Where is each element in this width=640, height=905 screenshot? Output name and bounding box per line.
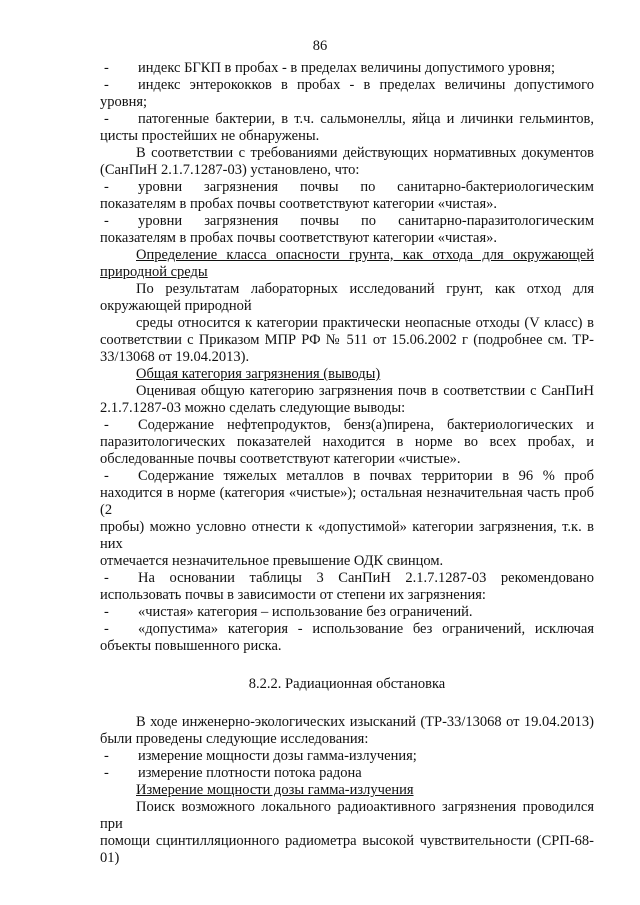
paragraph-line: По результатам лабораторных исследований грунт, как отход для [136,281,594,297]
bullet-marker: - [104,748,109,764]
section-heading-line [100,247,594,264]
bullet-marker: - [104,60,109,76]
paragraph-line: помощи сцинтилляционного радиометра высокой чувствительности (СРП-68-01) [100,833,594,866]
paragraph-line: 2.1.7.1287-03 можно сделать следующие выводы: [100,400,406,416]
text-line: отмечается незначительное превышение ОДК свинцом. [100,553,444,569]
list-item [100,111,594,128]
list-item-text: Содержание нефтепродуктов, бенз(а)пирена, бактериологических и [138,417,594,433]
list-item [100,417,594,434]
bullet-marker: - [104,604,109,620]
section-title: 8.2.2. Радиационная обстановка [248,676,446,692]
paragraph-line: 33/13068 от 19.04.2013). [100,349,250,365]
list-item-text: индекс энтерококков в пробах - в пределах величины допустимого [138,77,594,93]
bullet-marker: - [104,468,109,484]
document-body [100,60,594,867]
list-item-text: измерение мощности дозы гамма-излучения; [138,748,417,764]
bullet-marker: - [104,570,109,586]
bullet-marker: - [104,417,109,433]
underlined-heading: Определение класса опасности грунта, как отхода для окружающей [136,247,594,263]
paragraph-line: В ходе инженерно-экологических изысканий (ТР-33/13068 от 19.04.2013) [136,714,594,730]
paragraph-line: окружающей природной [100,298,252,314]
section-heading-line [100,782,594,799]
underlined-heading: природной среды [100,264,208,280]
list-item [100,468,594,485]
bullet-marker: - [104,213,109,229]
list-item [100,570,594,587]
list-item-text: индекс БГКП в пробах - в пределах величины допустимого уровня; [138,60,555,76]
paragraph-line: Оценивая общую категорию загрязнения почв в соответствии с СанПиН [136,383,594,399]
paragraph-line: (СанПиН 2.1.7.1287-03) установлено, что: [100,162,360,178]
bullet-marker: - [104,179,109,195]
list-item-text: «чистая» категория – использование без ограничений. [138,604,473,620]
text-line: паразитологических показателей находится в норме во всех пробах, и [100,434,594,450]
bullet-marker: - [104,77,109,93]
list-item-text: Содержание тяжелых металлов в почвах территории в 96 % проб [138,468,594,484]
list-item-text: На основании таблицы 3 СанПиН 2.1.7.1287-03 рекомендовано [138,570,594,586]
section-heading-line [100,366,594,383]
text-line: пробы) можно условно отнести к «допустимой» категории загрязнения, т.к. в них [100,519,594,552]
list-item-text: измерение плотности потока радона [138,765,362,781]
list-item-text: уровни загрязнения почвы по санитарно-паразитологическим [138,213,594,229]
list-item [100,179,594,196]
list-item [100,604,594,621]
paragraph-line: В соответствии с требованиями действующих нормативных документов [136,145,594,161]
text-line: находится в норме (категория «чистые»); остальная незначительная часть проб (2 [100,485,594,518]
underlined-heading: Измерение мощности дозы гамма-излучения [136,782,414,798]
text-line: уровня; [100,94,148,110]
text-line: обследованные почвы соответствуют категории «чистые». [100,451,461,467]
list-item [100,213,594,230]
list-item [100,621,594,638]
list-item-text: патогенные бактерии, в т.ч. сальмонеллы, яйца и личинки гельминтов, [138,111,594,127]
page-number: 86 [312,38,328,54]
paragraph-line: соответствии с Приказом МПР РФ № 511 от 15.06.2002 г (подробнее см. ТР- [100,332,594,348]
text-line: объекты повышенного риска. [100,638,282,654]
paragraph-line: среды относится к категории практически неопасные отходы (V класс) в [136,315,594,331]
paragraph-line: были проведены следующие исследования: [100,731,369,747]
list-item [100,748,594,765]
text-line: использовать почвы в зависимости от степени их загрязнения: [100,587,486,603]
bullet-marker: - [104,111,109,127]
list-item [100,60,594,77]
text-line: цисты простейших не обнаружены. [100,128,320,144]
paragraph-line: Поиск возможного локального радиоактивного загрязнения проводился при [100,799,594,832]
list-item [100,765,594,782]
text-line: показателям в пробах почвы соответствуют категории «чистая». [100,230,497,246]
underlined-heading: Общая категория загрязнения (выводы) [136,366,381,382]
list-item-text: «допустима» категория - использование без ограничений, исключая [138,621,594,637]
text-line: показателям в пробах почвы соответствуют категории «чистая». [100,196,497,212]
list-item [100,77,594,94]
bullet-marker: - [104,621,109,637]
bullet-marker: - [104,765,109,781]
section-heading-line [100,264,594,281]
list-item-text: уровни загрязнения почвы по санитарно-бактериологическим [138,179,594,195]
